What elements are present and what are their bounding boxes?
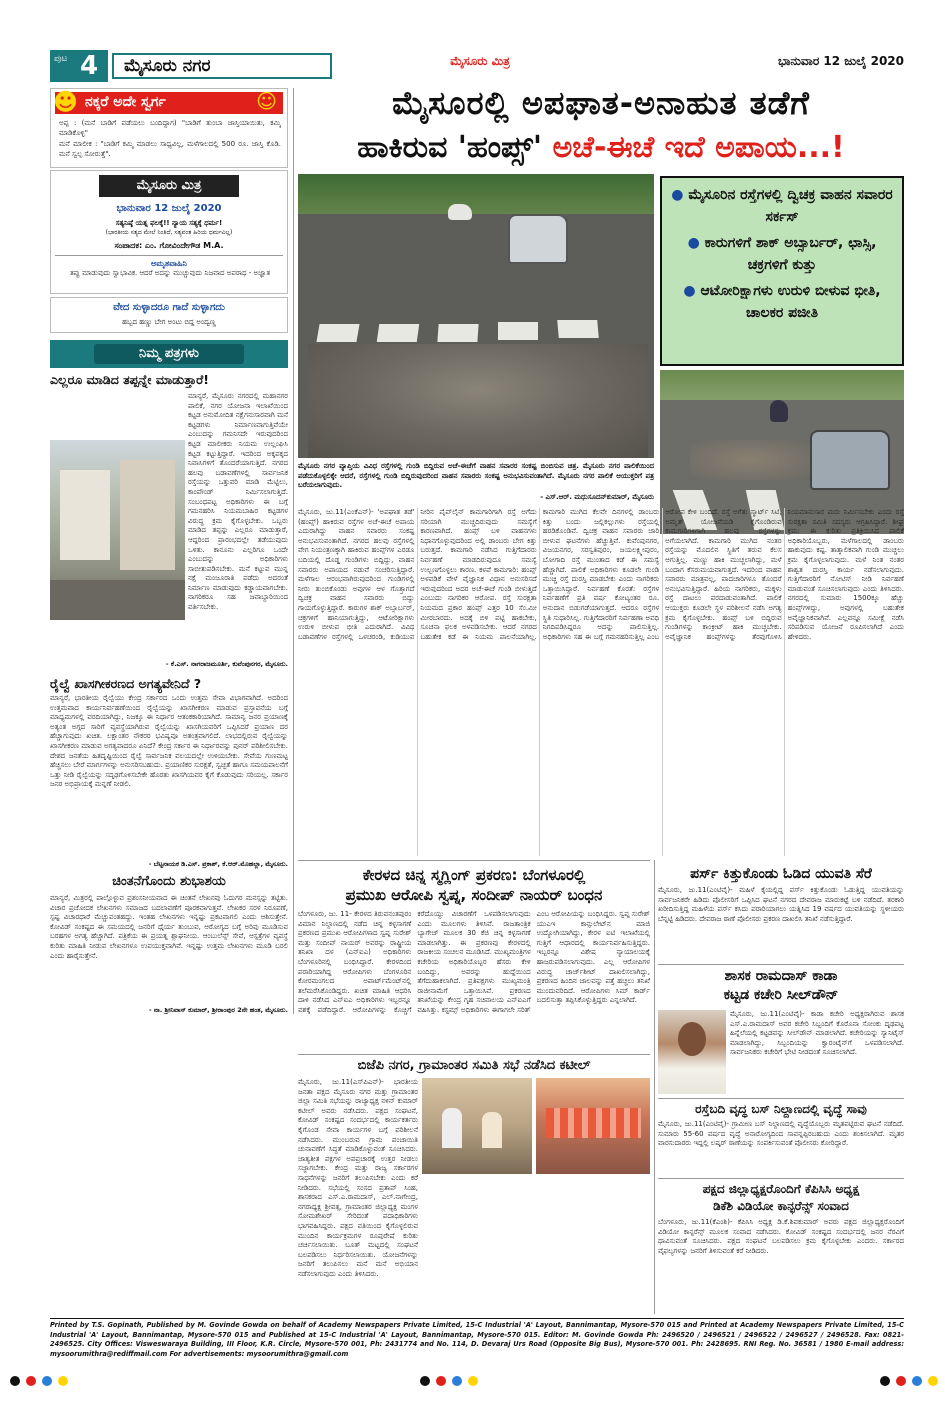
letter1-body: ಮಾನ್ಯರೆ, ಮೈಸೂರು ನಗರದಲ್ಲಿ ಮಹಾನಗರ ಪಾಲಿಕೆ, ನಗರ ಯೋಜನಾ ಇಲಾಖೆಯಿಂದ ಕಟ್ಟಡ ಅನುಮೋದಿತ ನಕ್ಷೆಗನುಸಾರವಾಗಿ ಮನೆ ಕಟ್ಟಡಗಳು ನಿರ್ಮಾಣವಾಗುತ್ತಿವೆಯೇ ಎಂಬುದನ್ನು ಗಮನಿಸದೇ ಇರುವುದರಿಂದ ಕಟ್ಟಡ ಮಾಲೀಕರು ನಿಯಮ ಉಲ್ಲಂಘಿಸಿ ಕಟ್ಟಡ ಕಟ್ಟುತ್ತಿದ್ದಾರೆ. ಇದರಿಂದ ಅಕ್ಕಪಕ್ಕದ ನಿವಾಸಿಗಳಿಗೆ ತೊಂದರೆಯಾಗುತ್ತಿದೆ. ನಗರದ ಹಲವು ಬಡಾವಣೆಗಳಲ್ಲಿ ಸಾರ್ವಜನಿಕ ರಸ್ತೆಯನ್ನು ಒತ್ತುವರಿ ಮಾಡಿ ಮೆಟ್ಟಿಲು, ಕಾಂಪೌಂಡ್ ನಿರ್ಮಿಸಲಾಗುತ್ತಿದೆ. ಸಂಬಂಧಪಟ್ಟ ಅಧಿಕಾರಿಗಳು ಈ ಬಗ್ಗೆ ಗಮನಹರಿಸಿ ನಿಯಮಬಾಹಿರ ಕಟ್ಟಡಗಳ ವಿರುದ್ಧ ಕ್ರಮ ಕೈಗೊಳ್ಳಬೇಕು. ಒಬ್ಬರು ಮಾಡಿದ ತಪ್ಪನ್ನು ಎಲ್ಲರೂ ಮಾಡುತ್ತಾರೆ, ಆದ್ದರಿಂದ ಪ್ರಾರಂಭದಲ್ಲೇ ತಡೆಯುವುದು ಒಳಿತು. ಕಾನೂನು ಎಲ್ಲರಿಗೂ ಒಂದೇ ಎಂಬುದನ್ನು ಅಧಿಕಾರಿಗಳು ಸಾಬೀತುಪಡಿಸಬೇಕು. ಮನೆ ಕಟ್ಟುವ ಮುನ್ನ ನಕ್ಷೆ ಮಂಜೂರಾತಿ ಪಡೆದು ಅದರಂತೆ ನಿರ್ಮಾಣ ಮಾಡುವುದು ಕಡ್ಡಾಯವಾಗಬೇಕು. ನಾಗರಿಕರೂ ಸಹ ಜವಾಬ್ದಾರಿಯಿಂದ ವರ್ತಿಸಬೇಕು. [188,392,288,612]
page-number: 4 [80,51,99,81]
headline-line-2 [298,130,904,165]
registration-dot [880,1376,890,1386]
letter1-photo [50,440,185,620]
header-date: ಭಾನುವಾರ 12 ಜುಲೈ 2020 [778,54,904,68]
story4-title-a: ಶಾಸಕ ರಾಮದಾಸ್ ಕಾಡಾ [724,968,838,984]
editor-line: ಸಂಪಾದಕ: ಎಂ. ಗೋವಿಂದೇಗೌಡ M.A. [114,241,224,250]
section-title: ಮೈಸೂರು ನಗರ [112,53,332,79]
registration-dot [436,1376,446,1386]
proverb-title: ವೇದ ಸುಳ್ಳಾದರೂ ಗಾದೆ ಸುಳ್ಳಾಗದು [113,302,225,313]
story4-title-b: ಕಟ್ಟಡ ಕಚೇರಿ ಸೀಲ್‌ಡೌನ್ [723,987,839,1003]
registration-dot [452,1376,462,1386]
story2-body-cont [422,1178,650,1314]
quote-text: ತಪ್ಪು ಮಾಡುವುದು ಸ್ವಾಭಾವಿಕ. ಆದರೆ ಅದನ್ನು ಮುಚ್ಚುವುದು ನಿಜವಾದ ಅಪರಾಧ - ಅಜ್ಞಾತ [69,269,271,277]
masthead: ಮೈಸೂರು ಮಿತ್ರ [450,54,510,68]
letters-title: ನಿಮ್ಮ ಪತ್ರಗಳು [94,344,244,364]
letter1-body-cont [50,622,288,656]
main-photo-credit: - ಎಸ್.ಆರ್. ಮಧುಸೂದನ್‌ಕುಮಾರ್, ಮೈಸೂರು [540,493,654,501]
story4-body: ಮೈಸೂರು, ಜು.11(ಎಂಟಿವೈ)- ಕಾಡಾ ಕಚೇರಿ ಅಧ್ಯಕ್ಷರಾಗಿರುವ ಶಾಸಕ ಎಸ್.ಎ.ರಾಮದಾಸ್ ಅವರ ಕಚೇರಿ ಸಿಬ್ಬಂದಿಗೆ ಕೊರೊನಾ ಸೋಂಕು ದೃಢಪಟ್ಟ ಹಿನ್ನೆಲೆಯಲ್ಲಿ ಕಟ್ಟಡವನ್ನು ಸೀಲ್‌ಡೌನ್ ಮಾಡಲಾಗಿದೆ. ಕಚೇರಿಯನ್ನು ಸ್ಯಾನಿಟೈಸ್ ಮಾಡಲಾಗಿದ್ದು, ಸಿಬ್ಬಂದಿಯನ್ನು ಕ್ವಾರಂಟೈನ್‌ಗೆ ಒಳಪಡಿಸಲಾಗಿದೆ. ಸಾರ್ವಜನಿಕರು ಕಚೇರಿಗೆ ಭೇಟಿ ನೀಡದಂತೆ ಸೂಚಿಸಲಾಗಿದೆ. [730,1010,904,1057]
letter2-title: ರೈಲ್ವೆ ಖಾಸಗೀಕರಣದ ಅಗತ್ಯವೇನಿದೆ ? [50,676,202,691]
story2-title: ಬಿಜೆಪಿ ನಗರ, ಗ್ರಾಮಾಂತರ ಸಮಿತಿ ಸಭೆ ನಡೆಸಿದ ಕಟೀಲ್ [357,1058,591,1073]
quote-title: ಅಮೃತವಾಹಿನಿ [151,259,187,268]
registration-dot [468,1376,478,1386]
paper-sub: (ಭಾರತೀಯ ಸತ್ಯದ ಮೇಲೆ ನಿಂತಿದೆ, ಸತ್ಯವಂತ ಹಿರಿಯ ಧರ್ಮವಿಲ್ಲ) [105,229,233,236]
letter2-body: ಮಾನ್ಯರೆ, ಭಾರತೀಯ ರೈಲ್ವೆಯು ಕೇಂದ್ರ ಸರ್ಕಾರದ ಒಂದು ಉತ್ತಮ ಸೇವಾ ವಿಭಾಗವಾಗಿದೆ. ಅದರಿಂದ ಉತ್ತಮವಾದ ಕಾರ್ಯನಿರ್ವಹಣೆಯಿಂದ ರೈಲ್ವೆಯನ್ನು ಖಾಸಗೀಕರಣ ಮಾಡುವ ಪ್ರಸ್ತಾವನೆಯ ಬಗ್ಗೆ ಮಾಧ್ಯಮಗಳಲ್ಲಿ ವರದಿಯಾಗಿದ್ದು, ನಿಜಕ್ಕೂ ಈ ನಿರ್ಧಾರ ಆತಂಕಕಾರಿಯಾಗಿದೆ. ಸಾಮಾನ್ಯ ಜನರ ಪ್ರಯಾಣಕ್ಕೆ ಅತ್ಯಂತ ಅಗ್ಗದ ಸಾರಿಗೆ ವ್ಯವಸ್ಥೆಯಾಗಿರುವ ರೈಲ್ವೆಯನ್ನು ಖಾಸಗಿಯವರಿಗೆ ಒಪ್ಪಿಸಿದರೆ ಪ್ರಯಾಣ ದರ ಹೆಚ್ಚಾಗುವುದು ಖಚಿತ. ಲಕ್ಷಾಂತರ ನೌಕರರ ಭವಿಷ್ಯವೂ ಅತಂತ್ರವಾಗಲಿದೆ. ಲಾಭದಲ್ಲಿರುವ ರೈಲ್ವೆಯನ್ನು ಖಾಸಗೀಕರಣ ಮಾಡುವ ಅಗತ್ಯವಾದರೂ ಏನಿದೆ? ಕೇಂದ್ರ ಸರ್ಕಾರ ಈ ನಿರ್ಧಾರವನ್ನು ಪುನರ್ ಪರಿಶೀಲಿಸಬೇಕು. ದೇಶದ ಜನತೆಯ ಹಿತದೃಷ್ಟಿಯಿಂದ ರೈಲ್ವೆ ಸಾರ್ವಜನಿಕ ವಲಯದಲ್ಲೇ ಉಳಿಯಬೇಕು. ಸೇವೆಯ ಗುಣಮಟ್ಟ ಹೆಚ್ಚಿಸಲು ಬೇರೆ ಮಾರ್ಗಗಳನ್ನು ಅನುಸರಿಸಬಹುದು. ಪ್ರಯಾಣಿಕರ ಸುರಕ್ಷತೆ, ಸ್ವಚ್ಛತೆ ಹಾಗೂ ಸಮಯಪಾಲನೆಗೆ ಒತ್ತು ನೀಡಿ ರೈಲ್ವೆಯನ್ನು ಸದೃಢಗೊಳಿಸಬೇಕೇ ಹೊರತು ಖಾಸಗಿಯವರ ಕೈಗೆ ಕೊಡುವುದು ಸರಿಯಲ್ಲ. ಸರ್ಕಾರ ಜನರ ಅಭಿಪ್ರಾಯಕ್ಕೆ ಮನ್ನಣೆ ನೀಡಲಿ. [50,694,288,789]
registration-dot [58,1376,68,1386]
joke-box [50,88,288,168]
proverb-text: ಹಬ್ಬದ ಹಣ್ಣು ಬೇಗ ಅಂಟು ಬಿದ್ದ ಅಂದ್ವಣ್ಣ [122,318,216,326]
main-road-photo [298,174,654,458]
story1-title-a: ಕೇರಳದ ಚಿನ್ನ ಸ್ಮಗ್ಲಿಂಗ್ ಪ್ರಕರಣ: ಬೆಂಗಳೂರಲ್ಲಿ [362,866,586,884]
highlight-point-3: ● ಆಟೋರಿಕ್ಷಾಗಳು ಉರುಳಿ ಬೀಳುವ ಭೀತಿ, ಚಾಲಕರ ಪಜೀತಿ [683,283,881,321]
story6-body: ಬೆಂಗಳೂರು, ಜು.11(ಕೆಎಂಶಿ)- ಕೆಪಿಸಿಸಿ ಅಧ್ಯಕ್ಷ ಡಿ.ಕೆ.ಶಿವಕುಮಾರ್ ಅವರು ಪಕ್ಷದ ಜಿಲ್ಲಾಧ್ಯಕ್ಷರೊಂದಿಗೆ ವಿಡಿಯೋ ಕಾನ್ಫರೆನ್ಸ್ ಮೂಲಕ ಸಂವಾದ ನಡೆಸಿದರು. ಕೋವಿಡ್ ಸಂಕಷ್ಟದ ಸಂದರ್ಭದಲ್ಲಿ ಜನರ ನೆರವಿಗೆ ಧಾವಿಸುವಂತೆ ಸೂಚಿಸಿದರು. ಪಕ್ಷದ ಸಂಘಟನೆ ಬಲಪಡಿಸಲು ಕ್ರಮ ಕೈಗೊಳ್ಳಬೇಕು ಎಂದರು. ಸರ್ಕಾರದ ವೈಫಲ್ಯಗಳನ್ನು ಜನರಿಗೆ ತಿಳಿಸುವಂತೆ ಕರೆ ನೀಡಿದರು. [658,1218,904,1255]
letter1-sign: - ಕೆ.ಎಸ್. ನಾಗರಾಜಮೂರ್ತಿ, ಕುವೆಂಪುನಗರ, ಮೈಸೂರು. [165,660,288,668]
registration-dot [896,1376,906,1386]
letter1-title: ಎಲ್ಲರೂ ಮಾಡಿದ ತಪ್ಪನ್ನೇ ಮಾಡುತ್ತಾರೆ! [50,372,209,387]
page-header [50,50,904,82]
main-article-body: ಮೈಸೂರು, ಜು.11(ಎಂಕೆಎನ್)- 'ಅಪಘಾತ ತಡೆ' (ಹಂಪ್ಸ್) ಹಾಕಿರುವ ರಸ್ತೆಗಳ ಅಚೆ-ಈಚೆ ಅಪಾಯ ಎದುರಾಗಿದ್ದು ವಾಹನ ಸವಾರರು ಸಂಕಷ್ಟ ಅನುಭವಿಸುವಂತಾಗಿದೆ. ನಗರದ ಹಲವು ರಸ್ತೆಗಳಲ್ಲಿ ವೇಗ ನಿಯಂತ್ರಣಕ್ಕಾಗಿ ಹಾಕಿರುವ ಹಂಪ್ಸ್‌ಗಳ ಎರಡೂ ಬದಿಯಲ್ಲಿ ದೊಡ್ಡ ಗುಂಡಿಗಳು ಬಿದ್ದಿದ್ದು, ವಾಹನ ಸವಾರರು ಅಪಾಯದ ನಡುವೆ ಸಂಚರಿಸುತ್ತಿದ್ದಾರೆ. ಮಳೆಗಾಲ ಆರಂಭವಾಗಿರುವುದರಿಂದ ಗುಂಡಿಗಳಲ್ಲಿ ನೀರು ತುಂಬಿಕೊಂಡು ಅವುಗಳ ಆಳ ಗೊತ್ತಾಗದೆ ದ್ವಿಚಕ್ರ ವಾಹನ ಸವಾರರು ಬಿದ್ದು ಗಾಯಗೊಳ್ಳುತ್ತಿದ್ದಾರೆ. ಕಾರುಗಳ ಶಾಕ್ ಅಬ್ಸಾರ್ಬರ್, ಚಕ್ರಗಳಿಗೆ ಹಾನಿಯಾಗುತ್ತಿದ್ದು, ಆಟೋರಿಕ್ಷಾಗಳು ಉರುಳಿ ಬೀಳುವ ಭೀತಿ ಎದುರಾಗಿದೆ. ವಿವಿಧ ಬಡಾವಣೆಗಳ ರಸ್ತೆಗಳಲ್ಲಿ ಒಳಚರಂಡಿ, ಕುಡಿಯುವ ನೀರಿನ ಪೈಪ್‌ಲೈನ್ ಕಾಮಗಾರಿಗಾಗಿ ರಸ್ತೆ ಅಗೆದು ಸರಿಯಾಗಿ ಮುಚ್ಚದಿರುವುದು ಸಮಸ್ಯೆಗೆ ಕಾರಣವಾಗಿದೆ. ಹಂಪ್ಸ್ ಬಳಿ ವಾಹನಗಳು ನಿಧಾನಗೊಳ್ಳುವುದರಿಂದ ಅಲ್ಲಿ ಡಾಂಬರು ಬೇಗ ಕಿತ್ತು ಬರುತ್ತದೆ. ಕಾಮಗಾರಿ ನಡೆಸಿದ ಗುತ್ತಿಗೆದಾರರು ನಿರ್ವಹಣೆ ಮಾಡದಿರುವುದೂ ಸಮಸ್ಯೆ ಉಲ್ಬಣಗೊಳ್ಳಲು ಕಾರಣ. ಕಳಪೆ ಕಾಮಗಾರಿ: ಹಂಪ್ಸ್ ಅಳವಡಿಕೆ ವೇಳೆ ವೈಜ್ಞಾನಿಕ ವಿಧಾನ ಅನುಸರಿಸದೆ ಇರುವುದರಿಂದ ಅದರ ಅಚೆ-ಈಚೆ ಗುಂಡಿ ಬೀಳುತ್ತಿದೆ ಎಂಬುದು ನಾಗರಿಕರ ಆರೋಪ. ರಸ್ತೆ ಸುರಕ್ಷತಾ ನಿಯಮದ ಪ್ರಕಾರ ಹಂಪ್ಸ್ ಎತ್ತರ 10 ಸೆಂ.ಮೀ ಮೀರಬಾರದು. ಅದಕ್ಕೆ ಬಿಳಿ ಪಟ್ಟಿ ಹಾಕಬೇಕು, ಸೂಚನಾ ಫಲಕ ಅಳವಡಿಸಬೇಕು. ಆದರೆ ನಗರದ ಬಹುತೇಕ ಕಡೆ ಈ ನಿಯಮ ಪಾಲನೆಯಾಗಿಲ್ಲ. ಕಾಮಗಾರಿ ಮುಗಿದ ಕೆಲವೇ ದಿನಗಳಲ್ಲಿ ಡಾಂಬರು ಕಿತ್ತು ಬಂದು ಜಲ್ಲಿಕಲ್ಲುಗಳು ರಸ್ತೆಯಲ್ಲಿ ಹರಡಿಕೊಂಡಿವೆ. ದ್ವಿಚಕ್ರ ವಾಹನ ಸವಾರರು ಜಾರಿ ಬೀಳುವ ಘಟನೆಗಳು ಹೆಚ್ಚುತ್ತಿವೆ. ಕುವೆಂಪುನಗರ, ವಿಜಯನಗರ, ಸರಸ್ವತಿಪುರಂ, ಜಯಲಕ್ಷ್ಮೀಪುರಂ, ಬೋಗಾದಿ ರಸ್ತೆ ಮುಂತಾದ ಕಡೆ ಈ ಸಮಸ್ಯೆ ಹೆಚ್ಚಾಗಿದೆ. ಪಾಲಿಕೆ ಅಧಿಕಾರಿಗಳು ಕೂಡಲೇ ಗುಂಡಿ ಮುಚ್ಚಿ ರಸ್ತೆ ದುರಸ್ತಿ ಮಾಡಬೇಕು ಎಂದು ನಾಗರಿಕರು ಒತ್ತಾಯಿಸಿದ್ದಾರೆ. ನಿರ್ವಹಣೆ ಕೊರತೆ: ರಸ್ತೆಗಳ ನಿರ್ವಹಣೆಗೆ ಪ್ರತಿ ವರ್ಷ ಕೋಟ್ಯಂತರ ರೂ. ಅನುದಾನ ಬಿಡುಗಡೆಯಾಗುತ್ತದೆ. ಆದರೂ ರಸ್ತೆಗಳ ಸ್ಥಿತಿ ಸುಧಾರಿಸಿಲ್ಲ. ಗುತ್ತಿಗೆದಾರರಿಗೆ ನಿರ್ವಹಣಾ ಅವಧಿ ನಿಗದಿಪಡಿಸಿದ್ದರೂ ಅದನ್ನು ಪಾಲಿಸುತ್ತಿಲ್ಲ. ಅಧಿಕಾರಿಗಳು ಸಹ ಈ ಬಗ್ಗೆ ಗಮನಹರಿಸುತ್ತಿಲ್ಲ ಎಂಬ ಆರೋಪ ಕೇಳಿ ಬಂದಿದೆ. ರಸ್ತೆ ಅಗೆತ: ಸ್ಮಾರ್ಟ್ ಸಿಟಿ, ಅಮೃತ್ ಯೋಜನೆಯಡಿ ಕೈಗೊಂಡಿರುವ ಕಾಮಗಾರಿಗಳಿಗಾಗಿ ಹಲವು ರಸ್ತೆಗಳನ್ನು ಅಗೆಯಲಾಗಿದೆ. ಕಾಮಗಾರಿ ಮುಗಿದ ನಂತರ ರಸ್ತೆಯನ್ನು ಮೊದಲಿನ ಸ್ಥಿತಿಗೆ ತರುವ ಕೆಲಸ ಆಗುತ್ತಿಲ್ಲ. ಮಣ್ಣು ಹಾಕಿ ಮುಚ್ಚಲಾಗಿದ್ದು, ಮಳೆ ಬಂದಾಗ ಕೆಸರುಮಯವಾಗುತ್ತದೆ. ಇದರಿಂದ ವಾಹನ ಸವಾರರು ಮಾತ್ರವಲ್ಲ, ಪಾದಚಾರಿಗಳೂ ತೊಂದರೆ ಅನುಭವಿಸುತ್ತಿದ್ದಾರೆ. ಹಿರಿಯ ನಾಗರಿಕರು, ಮಕ್ಕಳು ರಸ್ತೆ ದಾಟಲು ಪರದಾಡುವಂತಾಗಿದೆ. ಪಾಲಿಕೆ ಆಯುಕ್ತರು ಕೂಡಲೇ ಸ್ಥಳ ಪರಿಶೀಲನೆ ನಡೆಸಿ ಅಗತ್ಯ ಕ್ರಮ ಕೈಗೊಳ್ಳಬೇಕು. ಹಂಪ್ಸ್ ಬಳಿ ಬಿದ್ದಿರುವ ಗುಂಡಿಗಳನ್ನು ಕಾಂಕ್ರೀಟ್ ಹಾಕಿ ಮುಚ್ಚಬೇಕು. ಅವೈಜ್ಞಾನಿಕ ಹಂಪ್ಸ್‌ಗಳನ್ನು ತೆರವುಗೊಳಿಸಿ ನಿಯಮಾನುಸಾರ ಮರು ನಿರ್ಮಿಸಬೇಕು ಎಂದು ರಸ್ತೆ ಸುರಕ್ಷತಾ ಸಮಿತಿ ಸದಸ್ಯರು ಆಗ್ರಹಿಸಿದ್ದಾರೆ. ಶೀಘ್ರ ಕ್ರಮ: ಈ ಕುರಿತು ಪ್ರತಿಕ್ರಿಯಿಸಿದ ಪಾಲಿಕೆ ಅಧಿಕಾರಿಯೊಬ್ಬರು, ಮಳೆಗಾಲದಲ್ಲಿ ಡಾಂಬರು ಹಾಕುವುದು ಕಷ್ಟ. ತಾತ್ಕಾಲಿಕವಾಗಿ ಗುಂಡಿ ಮುಚ್ಚಲು ಕ್ರಮ ಕೈಗೊಳ್ಳಲಾಗುವುದು. ಮಳೆ ನಿಂತ ನಂತರ ಶಾಶ್ವತ ದುರಸ್ತಿ ಕಾರ್ಯ ನಡೆಸಲಾಗುವುದು. ಗುತ್ತಿಗೆದಾರರಿಗೆ ನೋಟಿಸ್ ನೀಡಿ ನಿರ್ವಹಣೆ ಮಾಡುವಂತೆ ಸೂಚಿಸಲಾಗುವುದು ಎಂದು ತಿಳಿಸಿದರು. ನಗರದಲ್ಲಿ ಸುಮಾರು 1500ಕ್ಕೂ ಹೆಚ್ಚು ಹಂಪ್ಸ್‌ಗಳಿದ್ದು, ಅವುಗಳಲ್ಲಿ ಬಹುತೇಕ ಅವೈಜ್ಞಾನಿಕವಾಗಿವೆ. ಎಲ್ಲವನ್ನೂ ಸಮೀಕ್ಷೆ ನಡೆಸಿ ಸರಿಪಡಿಸುವ ಯೋಜನೆ ರೂಪಿಸಲಾಗಿದೆ ಎಂದು ಹೇಳಿದರು. [298,508,904,641]
paper-name: ಮೈಸೂರು ಮಿತ್ರ [99,175,239,197]
registration-dot [26,1376,36,1386]
proverb-box [50,297,288,333]
joke-line-1: ಅಪ್ಪ : (ಮನೆ ಬಾಡಿಗೆ ಪಡೆಯಲು ಬಂದಿದ್ದಾಗ) "ಬಾಡಿಗೆ ತುಂಬಾ ಜಾಸ್ತಿಯಾಯಿತು, ಕಮ್ಮಿ ಮಾಡಿಕೊಳ್ಳಿ" [59,119,281,137]
story5-title: ರಸ್ತೆಬದಿ ವೃದ್ಧ ಬಸ್ ನಿಲ್ದಾಣದಲ್ಲಿ ವೃದ್ಧೆ ಸಾವು [695,1102,867,1116]
headline-hump-part: ಹಾಕಿರುವ 'ಹಂಪ್ಸ್' [357,130,543,165]
story1-title-b: ಪ್ರಮುಖ ಆರೋಪಿ ಸ್ವಪ್ನ, ಸಂದೀಪ್ ನಾಯರ್ ಬಂಧನ [345,886,603,904]
page-label: ಪುಟ [54,54,68,64]
smiley-icon: ☻ [53,88,79,116]
letter3-body: ಮಾನ್ಯರೆ, ಮಿತ್ರರಲ್ಲಿ ಪಾಲ್ಗೊಳ್ಳುವ ಪ್ರಶಂಸನೀಯವಾದ ಈ ಚಿಂತನೆ ಲೇಖನವು ಓದುಗರ ಮನಸ್ಸನ್ನು ತಟ್ಟಿತು. ವಿಚಾರ ಪ್ರಚೋದಕ ಲೇಖನಗಳು ಸಮಾಜದ ಬದಲಾವಣೆಗೆ ಪೂರಕವಾಗುತ್ತವೆ. ಲೇಖಕರ ಸರಳ ನಿರೂಪಣೆ, ಸ್ಪಷ್ಟ ವಿಚಾರಧಾರೆ ಮೆಚ್ಚುವಂತಹದ್ದು. ಇಂತಹ ಲೇಖನಗಳು ಇನ್ನಷ್ಟು ಪ್ರಕಟವಾಗಲಿ ಎಂದು ಆಶಿಸುತ್ತೇನೆ. ಕೋವಿಡ್ ಸಂಕಷ್ಟದ ಈ ಸಮಯದಲ್ಲಿ ಜನರಿಗೆ ಧೈರ್ಯ ತುಂಬುವ, ಆರೋಗ್ಯದ ಬಗ್ಗೆ ಅರಿವು ಮೂಡಿಸುವ ಬರಹಗಳ ಅಗತ್ಯ ಹೆಚ್ಚಾಗಿದೆ. ಪತ್ರಿಕೆಯ ಈ ಪ್ರಯತ್ನ ಶ್ಲಾಘನೀಯ. ಆಂಬುಲೆನ್ಸ್ ಸೇವೆ, ಆಸ್ಪತ್ರೆಗಳ ವ್ಯವಸ್ಥೆ ಕುರಿತು ಮಾಹಿತಿ ನೀಡುವ ಲೇಖನಗಳೂ ಉಪಯುಕ್ತವಾಗಿವೆ. ಇನ್ನಷ್ಟು ಉತ್ತಮ ಲೇಖನಗಳು ಮೂಡಿ ಬರಲಿ ಎಂದು ಹಾರೈಸುತ್ತೇನೆ. [50,894,288,960]
paper-date: ಭಾನುವಾರ 12 ಜುಲೈ 2020 [116,203,222,214]
registration-dot [42,1376,52,1386]
bullet-icon: ● [683,283,696,299]
left-column-divider [293,88,294,1014]
highlight-point-2: ● ಕಾರುಗಳಿಗೆ ಶಾಕ್ ಅಬ್ಸಾರ್ಬರ್, ಛಾಸ್ಸಿ, ಚಕ್ರಗಳಿಗೆ ಕುತ್ತು [687,235,877,273]
bullet-icon: ● [687,235,700,251]
paper-info-box [50,170,288,294]
car-silhouette [508,214,568,264]
registration-dot [928,1376,938,1386]
story3-title: ಪರ್ಸ್ ಕಿತ್ತುಕೊಂಡು ಓಡಿದ ಯುವತಿ ಸೆರೆ [690,866,872,882]
paper-motto: ಸತ್ಯನಿಷ್ಠೆ ಯತ್ನ ಫಲಕ್ಕೆ!! ನ್ಯಾಯ ಸತ್ಯಕ್ಕೆ ಧರ್ಮ! [115,219,223,227]
story3-body: ಮೈಸೂರು, ಜು.11(ಎಂಟಿವೈ)- ಮಹಿಳೆ ಕೈಯಲ್ಲಿದ್ದ ಪರ್ಸ್ ಕಿತ್ತುಕೊಂಡು ಓಡುತ್ತಿದ್ದ ಯುವತಿಯನ್ನು ಸಾರ್ವಜನಿಕರೇ ಹಿಡಿದು ಪೊಲೀಸರಿಗೆ ಒಪ್ಪಿಸಿದ ಘಟನೆ ನಗರದ ದೇವರಾಜ ಮಾರುಕಟ್ಟೆ ಬಳಿ ನಡೆದಿದೆ. ತರಕಾರಿ ಖರೀದಿಸುತ್ತಿದ್ದ ಮಹಿಳೆಯ ಪರ್ಸ್ ಕಸಿದು ಪರಾರಿಯಾಗಲು ಯತ್ನಿಸಿದ 19 ವರ್ಷದ ಯುವತಿಯನ್ನು ಸ್ಥಳೀಯರು ಬೆನ್ನಟ್ಟಿ ಹಿಡಿದರು. ದೇವರಾಜ ಠಾಣೆ ಪೊಲೀಸರು ಪ್ರಕರಣ ದಾಖಲಿಸಿ ತನಿಖೆ ನಡೆಸುತ್ತಿದ್ದಾರೆ. [658,886,904,923]
story5-body: ಮೈಸೂರು, ಜು.11(ಎಂಟಿವೈ)- ಗ್ರಾಮೀಣ ಬಸ್ ನಿಲ್ದಾಣದಲ್ಲಿ ವೃದ್ಧೆಯೊಬ್ಬರು ಮೃತಪಟ್ಟಿರುವ ಘಟನೆ ನಡೆದಿದೆ. ಸುಮಾರು 55-60 ವರ್ಷದ ವೃದ್ಧೆ ಅನಾರೋಗ್ಯದಿಂದ ಸಾವನ್ನಪ್ಪಿರಬಹುದು ಎಂದು ಶಂಕಿಸಲಾಗಿದೆ. ಮೃತರ ವಾರಸುದಾರರು ಇದ್ದಲ್ಲಿ ಲಷ್ಕರ್ ಠಾಣೆಯನ್ನು ಸಂಪರ್ಕಿಸುವಂತೆ ಪೊಲೀಸರು ಕೋರಿದ್ದಾರೆ. [658,1120,904,1148]
mla-portrait [658,1010,726,1094]
main-photo-caption: ಮೈಸೂರು ನಗರ ವ್ಯಾಪ್ತಿಯ ವಿವಿಧ ರಸ್ತೆಗಳಲ್ಲಿ ಗುಂಡಿ ಬಿದ್ದಿರುವ ಅಚೆ-ಈಚೆಗೆ ವಾಹನ ಸವಾರರ ಸಂಕಷ್ಟ ಬಿಂಬಿಸುವ ಚಿತ್ರ. ಮೈಸೂರು ನಗರ ಪಾಲಿಕೆಯಿಂದ ಪಡೆದುಕೊಳ್ಳಲಿಕ್ಕೇ ಆದರೆ, ರಸ್ತೆಗಳಲ್ಲಿ ಗುಂಡಿ ಬಿದ್ದಿರುವುದರಿಂದ ವಾಹನ ಸವಾರರು ಸಂಕಷ್ಟ ಅನುಭವಿಸುವಂತಾಗಿದೆ. ಮೈಸೂರು ನಗರ ಪಾಲಿಕೆ ಆಯುಕ್ತರಿಗೆ ಪತ್ರ ಬರೆಯಲಾಗುವುದು. [298,462,654,490]
headline-line-1: ಮೈಸೂರಲ್ಲಿ ಅಪಘಾತ-ಅನಾಹುತ ತಡೆಗೆ [392,84,810,122]
highlight-point-1: ● ಮೈಸೂರಿನ ರಸ್ತೆಗಳಲ್ಲಿ ದ್ವಿಚಕ್ರ ವಾಹನ ಸವಾರರ ಸರ್ಕಸ್ [671,187,893,225]
joke-line-2: ಮನೆ ಮಾಲೀಕ : "ಬಾಡಿಗೆ ಕಮ್ಮಿ ಮಾಡಲು ಸಾಧ್ಯವಿಲ್ಲ, ಮಳೆಗಾಲದಲ್ಲಿ 500 ರೂ. ಜಾಸ್ತಿ ಕೊಡಿ. ಮನೆ ಸ್ವಲ್ಪ ಸೋರುತ್ತೆ". [59,140,281,158]
registration-dot [912,1376,922,1386]
footer-imprint: Printed by T.S. Gopinath, Published by M. Govinde Gowda on behalf of Academy Newspapers Private Limited, 15-C Industrial 'A' Layout, Bannimantap, Mysore-570 015 and Printed at Academy Newspapers Private Limited, 15-C Industrial 'A' Layout, Bannimantap, Mysore-570 015 and Published at 15-C Industrial 'A' Layout, Bannimantap, Mysore-570 015. Editor: M. Govinde Gowda Ph: 2496520 / 2496521 / 2496522 / 2496527 / 2496528. Fax: 0821-2496525. City Offices: Visweswaraya Building, III Floor, K.R. Circle, Mysore-570 001, Ph: 2431774 and No. 114, D. Devaraj Urs Road (Opposite Big Bus), Mysore-570 001. Ph: 2428695. RNI Reg. No. 36581 / 1980 E-mail address: mysoorumithra@rediffmail.com For advertisements: mysoorumithra@gmail.com [50,1321,904,1358]
bullet-icon: ● [671,187,684,203]
letter3-title: ಚಿಂತನೆಗೊಂದು ಶುಭಾಶಯ [112,874,226,889]
registration-dot [420,1376,430,1386]
joke-header [53,88,283,116]
letter3-sign: - ನಾ. ಶ್ರೀನಿವಾಸ್ ಕುಮಾರ್, ಶ್ರೀರಾಂಪುರ 2ನೇ ಹಂತ, ಮೈಸೂರು. [148,1006,288,1014]
story1-body: ಬೆಂಗಳೂರು, ಜು. 11- ಕೇರಳದ ತಿರುವನಂತಪುರಂ ವಿಮಾನ ನಿಲ್ದಾಣದಲ್ಲಿ ನಡೆದ ಚಿನ್ನ ಕಳ್ಳಸಾಗಣೆ ಪ್ರಕರಣದ ಪ್ರಮುಖ ಆರೋಪಿಗಳಾದ ಸ್ವಪ್ನ ಸುರೇಶ್ ಮತ್ತು ಸಂದೀಪ್ ನಾಯರ್ ಅವರನ್ನು ರಾಷ್ಟ್ರೀಯ ತನಿಖಾ ದಳ (ಎನ್‌ಐಎ) ಅಧಿಕಾರಿಗಳು ಬೆಂಗಳೂರಿನಲ್ಲಿ ಬಂಧಿಸಿದ್ದಾರೆ. ಕೇರಳದಿಂದ ಪರಾರಿಯಾಗಿದ್ದ ಆರೋಪಿಗಳು ಬೆಂಗಳೂರಿನ ಕೋರಮಂಗಲದ ಅಪಾರ್ಟ್‌ಮೆಂಟ್‌ನಲ್ಲಿ ತಲೆಮರೆಸಿಕೊಂಡಿದ್ದರು. ಖಚಿತ ಮಾಹಿತಿ ಆಧರಿಸಿ ದಾಳಿ ನಡೆಸಿದ ಎನ್‌ಐಎ ಅಧಿಕಾರಿಗಳು ಇಬ್ಬರನ್ನೂ ವಶಕ್ಕೆ ಪಡೆದಿದ್ದಾರೆ. ಆರೋಪಿಗಳನ್ನು ಕೊಚ್ಚಿಗೆ ಕರೆದೊಯ್ದು ವಿಚಾರಣೆಗೆ ಒಳಪಡಿಸಲಾಗುವುದು ಎಂದು ಮೂಲಗಳು ತಿಳಿಸಿವೆ. ರಾಜತಾಂತ್ರಿಕ ಬ್ಯಾಗೇಜ್ ಮೂಲಕ 30 ಕೆಜಿ ಚಿನ್ನ ಕಳ್ಳಸಾಗಣೆ ಮಾಡಲಾಗಿತ್ತು. ಈ ಪ್ರಕರಣವು ಕೇರಳದಲ್ಲಿ ರಾಜಕೀಯ ಸಂಚಲನ ಮೂಡಿಸಿದೆ. ಮುಖ್ಯಮಂತ್ರಿಗಳ ಕಚೇರಿಯ ಅಧಿಕಾರಿಯೊಬ್ಬರ ಹೆಸರು ಕೇಳಿ ಬಂದಿದ್ದು, ಅವರನ್ನು ಹುದ್ದೆಯಿಂದ ತೆಗೆದುಹಾಕಲಾಗಿದೆ. ಪ್ರತಿಪಕ್ಷಗಳು ಮುಖ್ಯಮಂತ್ರಿ ರಾಜೀನಾಮೆಗೆ ಒತ್ತಾಯಿಸಿವೆ. ಪ್ರಕರಣದ ತನಿಖೆಯನ್ನು ಕೇಂದ್ರ ಗೃಹ ಸಚಿವಾಲಯ ಎನ್‌ಐಎಗೆ ವಹಿಸಿತ್ತು. ಕಸ್ಟಮ್ಸ್ ಅಧಿಕಾರಿಗಳು ಈಗಾಗಲೇ ಸರಿತ್ ಎಂಬ ಆರೋಪಿಯನ್ನು ಬಂಧಿಸಿದ್ದರು. ಸ್ವಪ್ನ ಸುರೇಶ್ ಯುಎಇ ಕಾನ್ಸುಲೇಟ್‌ನ ಮಾಜಿ ಉದ್ಯೋಗಿಯಾಗಿದ್ದು, ಕೇರಳ ಐಟಿ ಇಲಾಖೆಯಲ್ಲಿ ಗುತ್ತಿಗೆ ಆಧಾರದಲ್ಲಿ ಕಾರ್ಯನಿರ್ವಹಿಸುತ್ತಿದ್ದರು. ಇಬ್ಬರನ್ನೂ ವಿಶೇಷ ನ್ಯಾಯಾಲಯಕ್ಕೆ ಹಾಜರುಪಡಿಸಲಾಗುವುದು. ಎಲ್ಲ ಆರೋಪಿಗಳ ವಿರುದ್ಧ ಚಾರ್ಜ್‌ಶೀಟ್ ದಾಖಲಿಸಲಾಗಿದ್ದು, ಪ್ರಕರಣದ ಹಿಂದಿನ ಜಾಲವನ್ನು ಪತ್ತೆ ಹಚ್ಚಲು ತನಿಖೆ ಮುಂದುವರಿದಿದೆ. ಆರೋಪಿಗಳು ಸಿಮ್ ಕಾರ್ಡ್ ಬದಲಿಸುತ್ತಾ ತಪ್ಪಿಸಿಕೊಳ್ಳುತ್ತಿದ್ದರು ಎನ್ನಲಾಗಿದೆ. [298,910,650,1014]
meeting-photo-1 [422,1078,532,1174]
meeting-photo-2 [536,1078,650,1174]
letter2-sign: - ಬೆಟ್ಟನಾಯಕ ಡಿ.ಎಸ್. ಪ್ರಕಾಶ್, ಕೆ.ಆರ್.ಮೊಹಲ್ಲಾ, ಮೈಸೂರು. [148,860,288,868]
story6-title-a: ಪಕ್ಷದ ಜಿಲ್ಲಾಧ್ಯಕ್ಷರೊಂದಿಗೆ ಕೆಪಿಸಿಸಿ ಅಧ್ಯಕ್ಷ [702,1182,860,1196]
headline-danger-part: ಅಚೆ-ಈಚೆ ಇದೆ ಅಪಾಯ...! [552,130,845,165]
joke-title: ನಕ್ಕರೆ ಅದೇ ಸ್ವರ್ಗ [85,94,166,110]
registration-dot [10,1376,20,1386]
clown-icon: ☺ [256,89,277,113]
story6-title-b: ಡಿಕೆಶಿ ವಿಡಿಯೋ ಕಾನ್ಫರೆನ್ಸ್ ಸಂವಾದ [713,1199,849,1213]
highlight-box [660,176,904,366]
page-number-badge [50,50,108,82]
story2-body: ಮೈಸೂರು, ಜು.11(ಎಸ್‌ಪಿಎನ್)- ಭಾರತೀಯ ಜನತಾ ಪಕ್ಷದ ಮೈಸೂರು ನಗರ ಮತ್ತು ಗ್ರಾಮಾಂತರ ಜಿಲ್ಲಾ ಸಮಿತಿ ಸಭೆಯನ್ನು ರಾಜ್ಯಾಧ್ಯಕ್ಷ ನಳಿನ್ ಕುಮಾರ್ ಕಟೀಲ್ ಅವರು ನಡೆಸಿದರು. ಪಕ್ಷದ ಸಂಘಟನೆ, ಕೋವಿಡ್ ಸಂಕಷ್ಟದ ಸಂದರ್ಭದಲ್ಲಿ ಕಾರ್ಯಕರ್ತರು ಕೈಗೊಂಡ ಸೇವಾ ಕಾರ್ಯಗಳ ಬಗ್ಗೆ ಪರಿಶೀಲನೆ ನಡೆಸಿದರು. ಮುಂಬರುವ ಗ್ರಾಮ ಪಂಚಾಯಿತಿ ಚುನಾವಣೆಗೆ ಸಿದ್ಧತೆ ಮಾಡಿಕೊಳ್ಳುವಂತೆ ಸೂಚಿಸಿದರು. ಜಾತ್ಯತೀತ ಪಕ್ಷಗಳ ಅಪಪ್ರಚಾರಕ್ಕೆ ಉತ್ತರ ನೀಡಲು ಸಜ್ಜಾಗಬೇಕು. ಕೇಂದ್ರ ಮತ್ತು ರಾಜ್ಯ ಸರ್ಕಾರಗಳ ಸಾಧನೆಗಳನ್ನು ಜನರಿಗೆ ತಲುಪಿಸಬೇಕು ಎಂದು ಕರೆ ನೀಡಿದರು. ಸಭೆಯಲ್ಲಿ ಸಂಸದ ಪ್ರತಾಪ್ ಸಿಂಹ, ಶಾಸಕರಾದ ಎಸ್.ಎ.ರಾಮದಾಸ್, ಎಲ್.ನಾಗೇಂದ್ರ, ನಗರಾಧ್ಯಕ್ಷ ಶ್ರೀವತ್ಸ, ಗ್ರಾಮಾಂತರ ಜಿಲ್ಲಾಧ್ಯಕ್ಷ ಮಂಗಳ ಸೋಮಶೇಖರ್ ಸೇರಿದಂತೆ ಪದಾಧಿಕಾರಿಗಳು ಭಾಗವಹಿಸಿದ್ದರು. ಪಕ್ಷದ ವತಿಯಿಂದ ಕೈಗೊಳ್ಳಲಿರುವ ಮುಂದಿನ ಕಾರ್ಯಕ್ರಮಗಳ ರೂಪುರೇಷೆ ಕುರಿತು ಚರ್ಚಿಸಲಾಯಿತು. ಬೂತ್ ಮಟ್ಟದಲ್ಲಿ ಸಂಘಟನೆ ಬಲಪಡಿಸಲು ನಿರ್ಧರಿಸಲಾಯಿತು. ಯೋಜನೆಗಳನ್ನು ಜನರಿಗೆ ತಲುಪಿಸಲು ಮನೆ ಮನೆ ಅಭಿಯಾನ ನಡೆಸಲಾಗುವುದು ಎಂದು ತಿಳಿಸಿದರು. [298,1078,418,1278]
letters-banner [50,340,288,368]
